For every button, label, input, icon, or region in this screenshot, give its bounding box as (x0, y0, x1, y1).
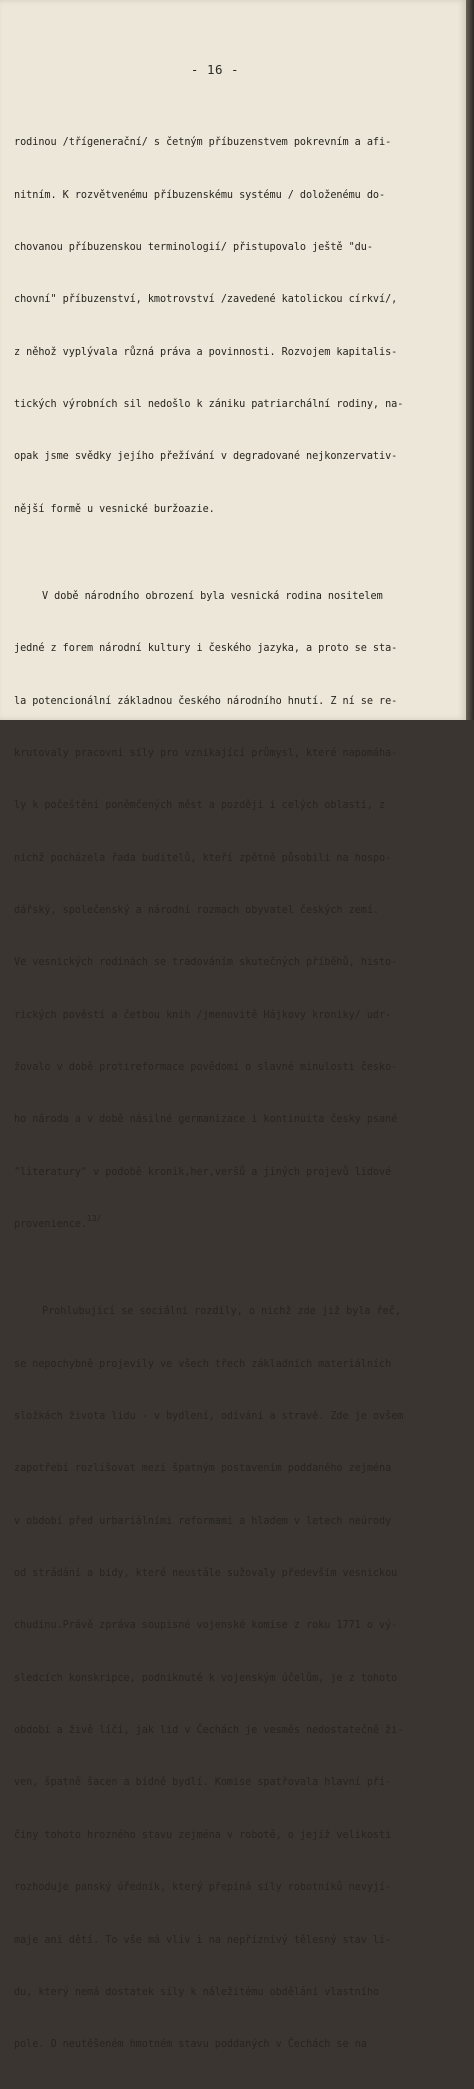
text-line: V době národního obrození byla vesnická rodina nositelem (42, 591, 383, 603)
text-line: nichž pocházela řada buditelů, kteří zpětně působili na hospo- (14, 852, 392, 864)
page-number: - 16 - (190, 62, 240, 77)
text-line: činy tohoto hrozného stavu zejména v robotě, o jejíž velikosti (14, 1829, 392, 1841)
page-edge-shadow (466, 0, 474, 720)
text-line: Ve vesnických rodinách se tradováním skutečných příběhů, histo- (14, 957, 398, 969)
text-line: ven, špatně šacen a bídně bydlí. Komise spatřovala hlavní pří- (14, 1777, 392, 1789)
text-line: chovanou příbuzenskou terminologií/ přistupovalo ještě "du- (14, 242, 373, 254)
text-line: ly k počeštění poněmčených měst a později i celých oblastí, z (14, 800, 386, 812)
text-line: se nepochybně projevily ve všech třech základních materiálních (14, 1358, 392, 1370)
text-line: pole. O neutěšeném hmotném stavu poddaných v Čechách se na (14, 2039, 367, 2051)
text-line-with-footnote (14, 1216, 434, 1233)
text-line: chovní" příbuzenství, kmotrovství /zavedené katolickou církví/, (14, 294, 398, 306)
text-line: "literatury" v podobě kronik,her,veršů a jiných projevů lidové (14, 1166, 392, 1178)
text-line: rických pověstí a četbou knih /jmenovitě Hájkovy kroniky/ udr- (14, 1009, 392, 1021)
text-line: du, který nemá dostatek síly k náležitému obdělání vlastního (14, 1986, 380, 1998)
text-line: chudinu.Právě zpráva soupisné vojenské komise z roku 1771 o vý- (14, 1620, 398, 1632)
footnote-marker: 13/ (87, 1214, 102, 1224)
text-line: žovalo v době protireformace povědomí o slavné minulosti česko- (14, 1062, 398, 1074)
text-line: provenience. (14, 1219, 88, 1231)
text-line: opak jsme svědky jejího přežívání v degradované nejkonzervativ- (14, 451, 398, 463)
text-line: rozhoduje panský úředník, který přepíná síly robotníků nevyjí- (14, 1882, 392, 1894)
text-line: složkách života lidu - v bydlení, odívání a stravě. Zde je ovšem (14, 1411, 404, 1423)
text-line: jedné z forem národní kultury i českého jazyka, a proto se sta- (14, 643, 398, 655)
text-line: tických výrobních sil nedošlo k zániku patriarchální rodiny, na- (14, 399, 404, 411)
text-line: krutovaly pracovní síly pro vznikající průmysl, které napomáha- (14, 748, 398, 760)
text-line: ho národa a v době násilné germanizace i kontinuita česky psané (14, 1114, 398, 1126)
text-line: Prohlubující se sociální rozdíly, o nichž zde již byla řeč, (42, 1306, 401, 1318)
text-line: v období před urbariálními reformami a hladem v letech neúrody (14, 1515, 392, 1527)
body-text (14, 82, 434, 2089)
text-line: rodinou /třígenerační/ s četným příbuzenstvem pokrevním a afi- (14, 137, 392, 149)
text-line: zapotřebí rozlišovat mezi špatným postavením poddaného zejména (14, 1463, 392, 1475)
text-line: nější formě u vesnické buržoazie. (14, 503, 215, 515)
text-line: období a živě líčí, jak lid v Čechách je vesměs nedostatečně ži- (14, 1725, 404, 1737)
text-line: z něhož vyplývala různá práva a povinnosti. Rozvojem kapitalis- (14, 346, 398, 358)
text-line: dářský, společenský a národní rozmach obyvatel českých zemí. (14, 905, 380, 917)
text-line: maje ani dětí. To vše má vliv i na nepříznivý tělesný stav li- (14, 1934, 392, 1946)
text-line: sledcích konskripce, podniknuté k vojenským účelům, je z tohoto (14, 1672, 398, 1684)
text-line: od strádání a bídy, které neustále sužovaly především vesnickou (14, 1568, 398, 1580)
text-line: nitním. K rozvětvenému příbuzenskému systému / doloženému do- (14, 189, 386, 201)
text-line: la potencionální základnou českého národního hnutí. Z ní se re- (14, 695, 398, 707)
